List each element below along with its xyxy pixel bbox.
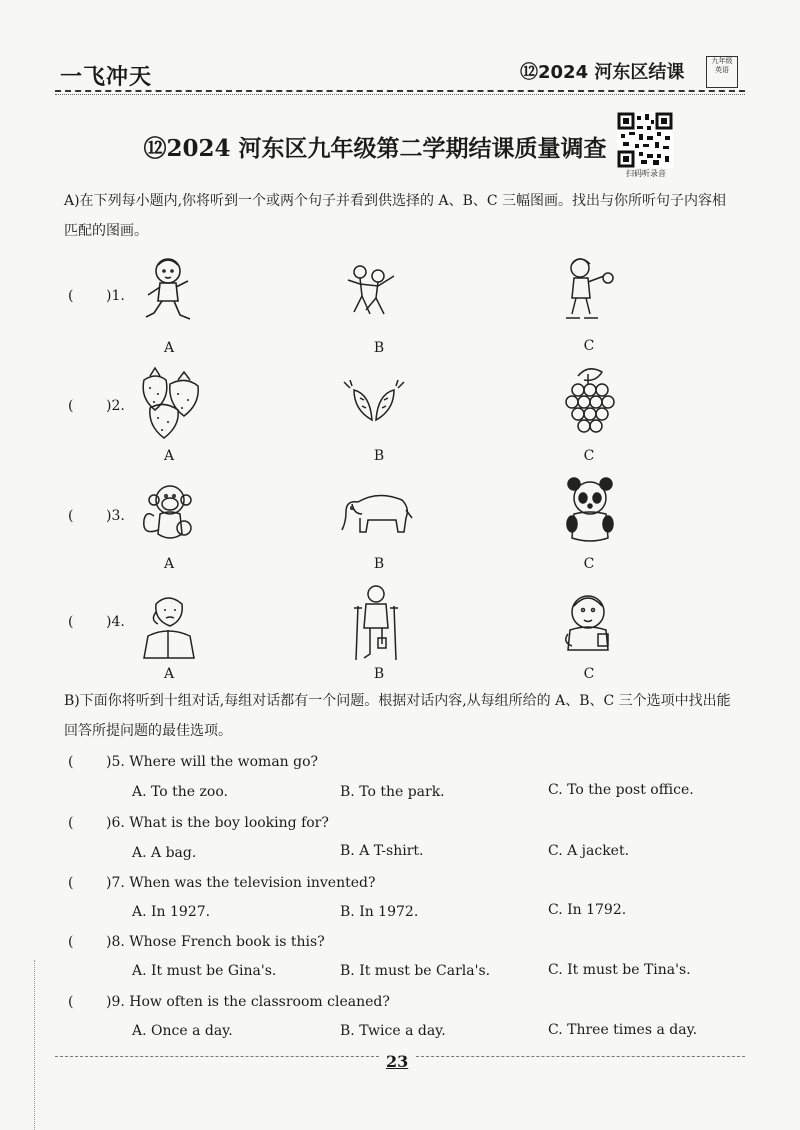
grapes-picture bbox=[558, 364, 618, 440]
answer-paren: ( bbox=[68, 288, 74, 304]
elephant-picture bbox=[338, 488, 414, 536]
qr-code-icon bbox=[617, 112, 673, 168]
page-title: ⑫2024 河东区九年级第二学期结课质量调查 bbox=[143, 135, 607, 162]
option-b: B. Twice a day. bbox=[340, 1023, 446, 1039]
option-label-a: A bbox=[163, 448, 175, 464]
option-c: C. A jacket. bbox=[548, 843, 630, 859]
question-number: )3. bbox=[106, 508, 125, 524]
option-label-b: B bbox=[373, 666, 385, 682]
answer-paren: ( bbox=[68, 508, 74, 524]
answer-paren: ( bbox=[68, 994, 74, 1010]
child-eating-picture bbox=[558, 590, 618, 652]
option-c: C. To the post office. bbox=[548, 782, 694, 798]
binding-margin-line bbox=[34, 960, 35, 1130]
boy-on-crutches-picture bbox=[348, 584, 404, 662]
option-label-c: C bbox=[583, 338, 595, 354]
option-label-a: A bbox=[163, 556, 175, 572]
header-section-title: ⑫2024 河东区结课 bbox=[520, 62, 685, 83]
answer-paren: ( bbox=[68, 398, 74, 414]
option-label-c: C bbox=[583, 448, 595, 464]
dancing-couple-picture bbox=[340, 262, 400, 324]
monkey-picture bbox=[134, 480, 206, 546]
qr-caption: 扫码听录音 bbox=[626, 169, 666, 178]
option-label-b: B bbox=[373, 448, 385, 464]
option-label-a: A bbox=[163, 666, 175, 682]
question-number: )1. bbox=[106, 288, 125, 304]
carrots-picture bbox=[340, 380, 408, 424]
option-b: B. It must be Carla's. bbox=[340, 963, 491, 979]
answer-paren: ( bbox=[68, 875, 74, 891]
option-c: C. It must be Tina's. bbox=[548, 962, 691, 978]
answer-paren: ( bbox=[68, 934, 74, 950]
option-b: B. To the park. bbox=[340, 784, 445, 800]
brand-logo: 一飞冲天 bbox=[60, 65, 153, 90]
running-boy-picture bbox=[140, 255, 196, 327]
option-label-b: B bbox=[373, 556, 385, 572]
option-c: C. In 1792. bbox=[548, 902, 627, 918]
question-text: )9. How often is the classroom cleaned? bbox=[106, 994, 390, 1010]
option-b: B. In 1972. bbox=[340, 904, 419, 920]
answer-paren: ( bbox=[68, 754, 74, 770]
strawberries-picture bbox=[136, 364, 206, 442]
answer-paren: ( bbox=[68, 614, 74, 630]
skating-girl-picture bbox=[560, 256, 620, 326]
option-a: A. A bag. bbox=[132, 845, 197, 861]
header-divider-dotted bbox=[55, 94, 745, 95]
option-label-b: B bbox=[373, 340, 385, 356]
question-number: )2. bbox=[106, 398, 125, 414]
option-a: A. To the zoo. bbox=[132, 784, 228, 800]
option-b: B. A T-shirt. bbox=[340, 843, 424, 859]
question-text: )8. Whose French book is this? bbox=[106, 934, 325, 950]
section-a-instruction: A)在下列每小题内,你将听到一个或两个句子并看到供选择的 A、B、C 三幅图画。找出与你所听句子内容相匹配的图画。 bbox=[64, 193, 727, 239]
option-a: A. Once a day. bbox=[132, 1023, 233, 1039]
header-divider bbox=[55, 90, 745, 92]
answer-paren: ( bbox=[68, 815, 74, 831]
header-badge: 九年级 英语 bbox=[706, 56, 738, 88]
option-label-c: C bbox=[583, 666, 595, 682]
panda-picture bbox=[560, 476, 620, 546]
question-text: )5. Where will the woman go? bbox=[106, 754, 319, 770]
option-a: A. In 1927. bbox=[132, 904, 211, 920]
option-c: C. Three times a day. bbox=[548, 1022, 698, 1038]
option-label-a: A bbox=[163, 340, 175, 356]
question-text: )6. What is the boy looking for? bbox=[106, 815, 329, 831]
option-label-c: C bbox=[583, 556, 595, 572]
sick-man-picture bbox=[138, 590, 200, 660]
section-b-instruction: B)下面你将听到十组对话,每组对话都有一个问题。根据对话内容,从每组所给的 A、B、C 三个选项中找出能回答所提问题的最佳选项。 bbox=[64, 693, 731, 739]
page-number: 23 bbox=[380, 1052, 414, 1071]
question-number: )4. bbox=[106, 614, 125, 630]
question-text: )7. When was the television invented? bbox=[106, 875, 376, 891]
option-a: A. It must be Gina's. bbox=[132, 963, 277, 979]
